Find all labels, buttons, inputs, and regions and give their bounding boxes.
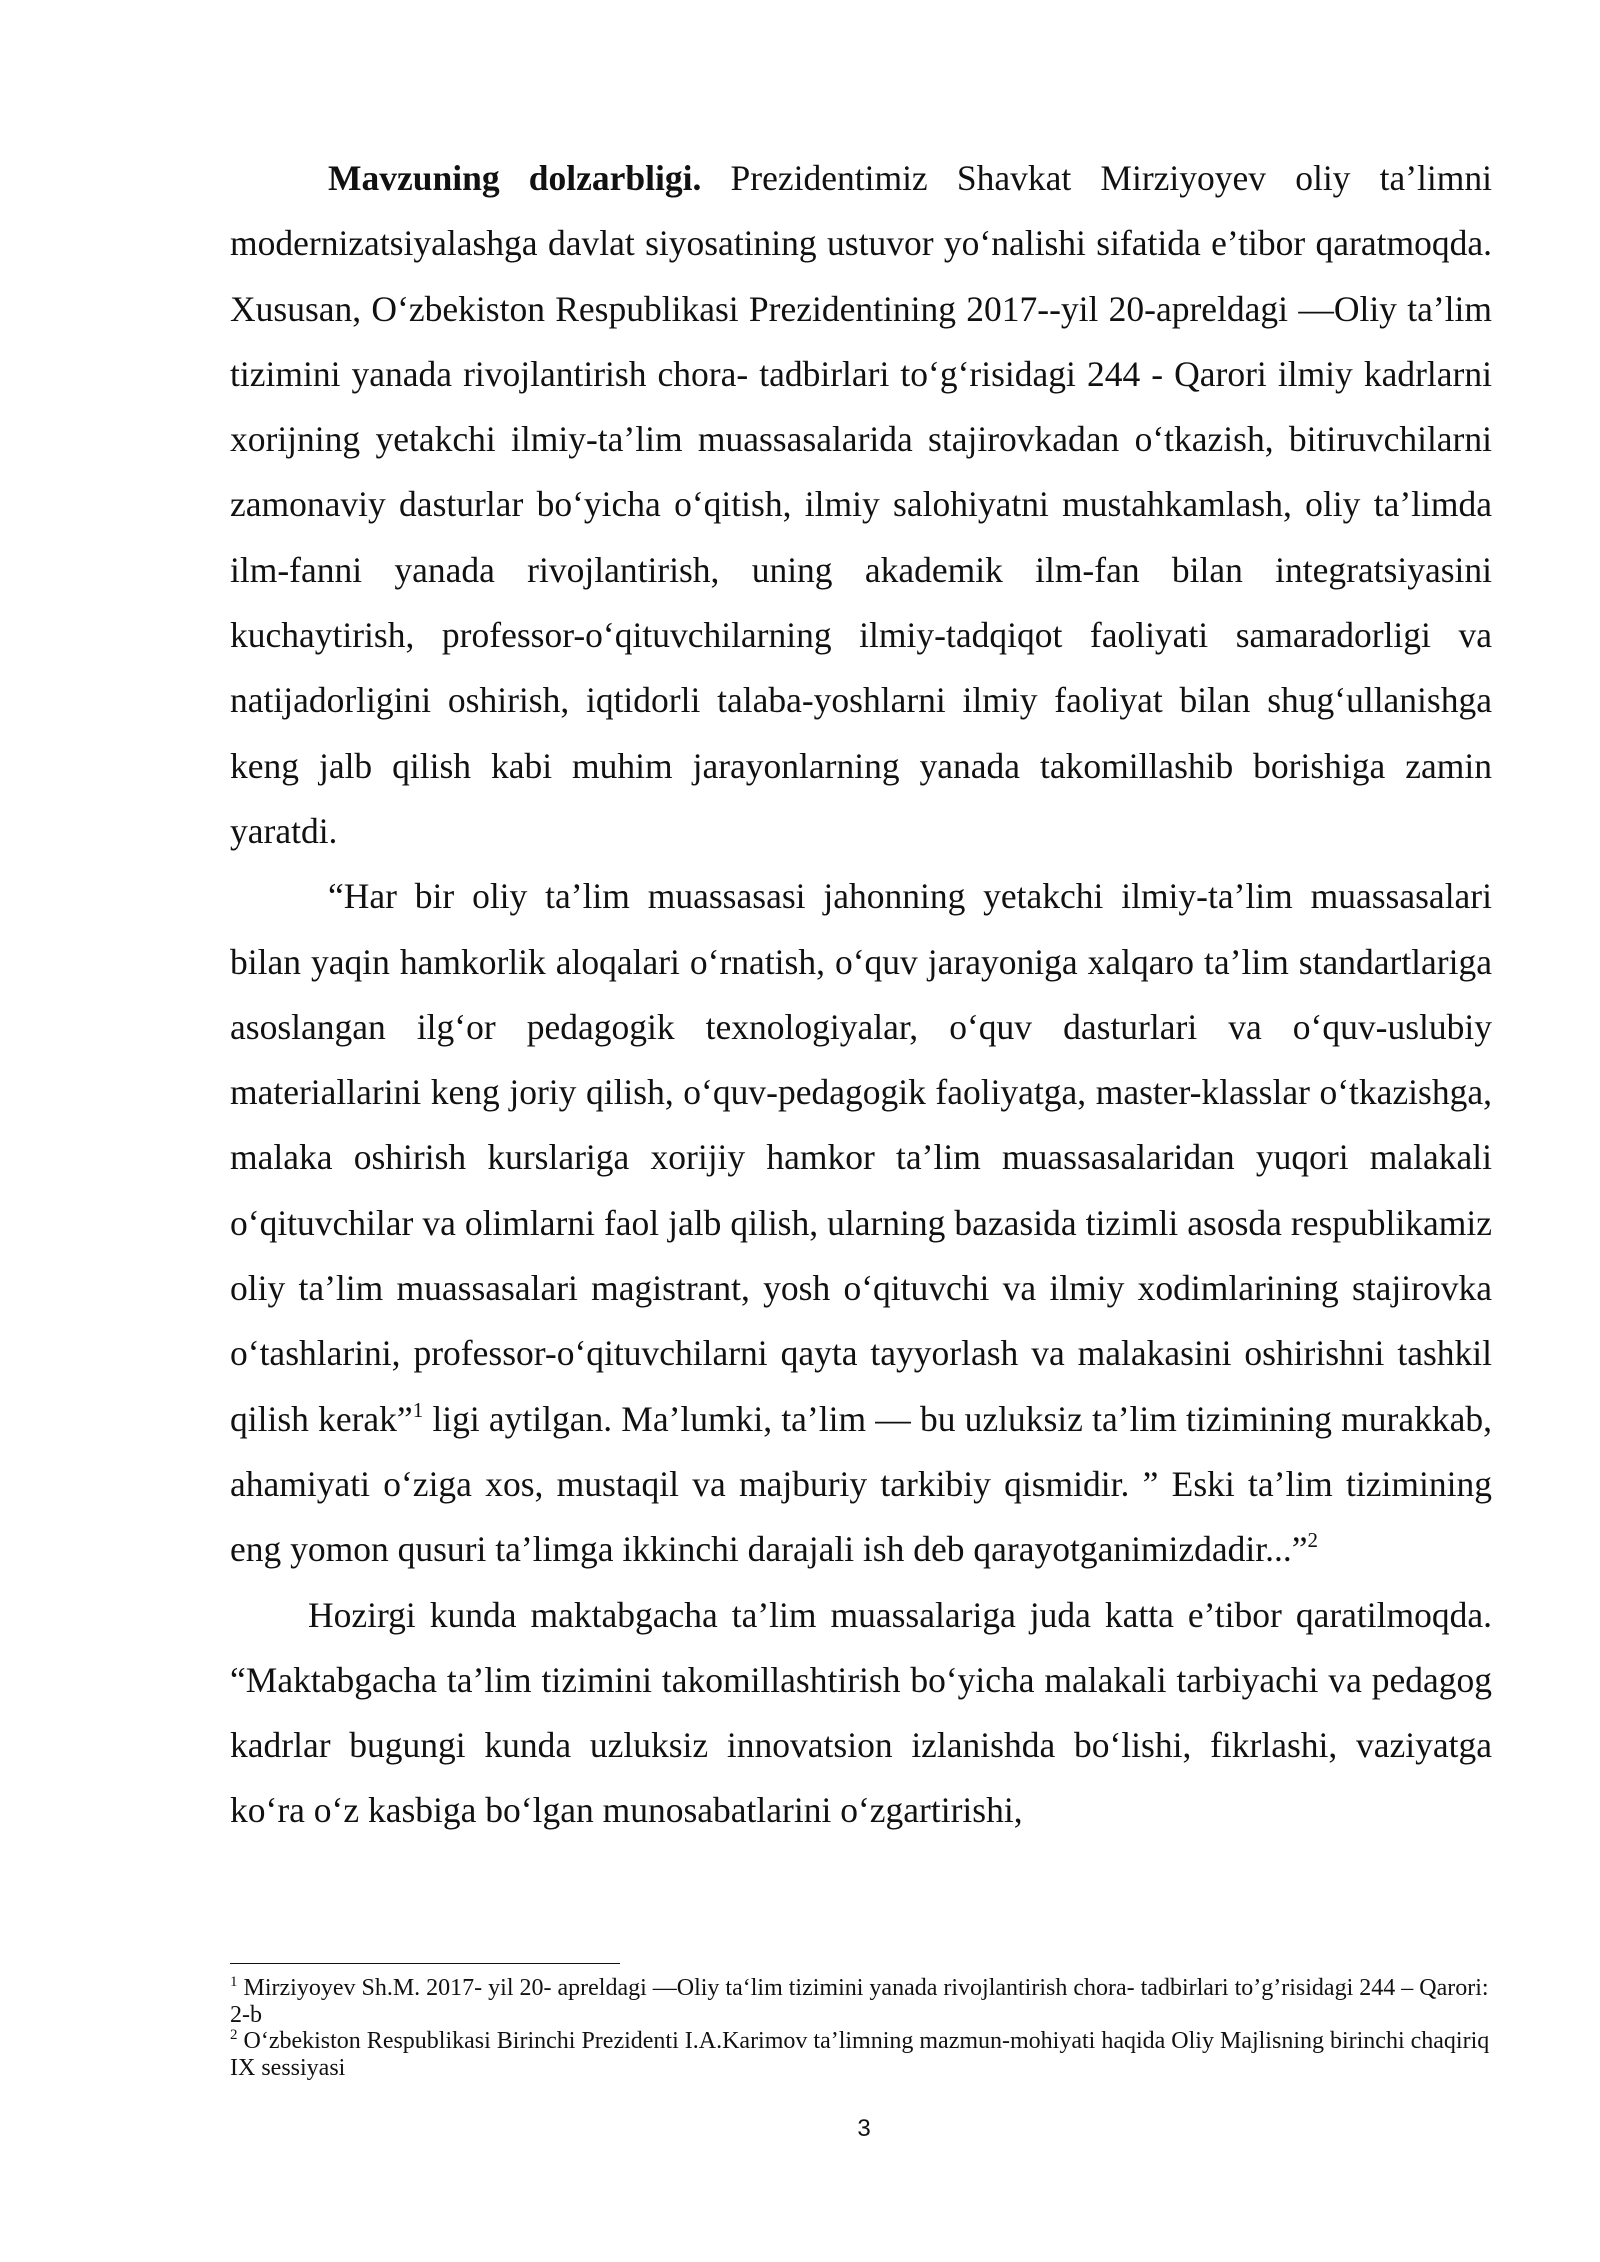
paragraph-text: Hozirgi kunda maktabgacha ta’lim muassalariga juda katta e’tibor qaratilmoqda. “Maktabgacha ta’lim tizimini takomillashtirish bo‘yicha malakali tarbiyachi va pedagog kadrlar bugungi kunda uzluksiz innovatsion izlanishda bo‘lishi, fikrlashi, vaziyatga ko‘ra o‘z kasbiga bo‘lgan munosabatlarini o‘zgartirishi, (230, 1594, 1492, 1831)
footnotes (230, 1975, 1492, 2081)
footnote-2 (230, 2028, 1492, 2081)
footnote-text: Mirziyoyev Sh.M. 2017- yil 20- apreldagi —Oliy ta‘lim tizimini yanada rivojlantirish chora- tadbirlari to’g’risidagi 244 – Qarori: 2-b (230, 1975, 1489, 2028)
footnote-separator (230, 1963, 620, 1964)
footnote-text: O‘zbekiston Respublikasi Birinchi Prezidenti I.A.Karimov ta’limning mazmun-mohiyati haqida Oliy Majlisning birinchi chaqiriq IX sessiyasi (230, 2028, 1490, 2081)
paragraph-quote (230, 864, 1492, 1582)
paragraph-text: ligi aytilgan. Ma’lumki, ta’lim — bu uzluksiz ta’lim tizimining murakkab, ahamiyati o‘ziga xos, mustaqil va majburiy tarkibiy qismidir. ” Eski ta’lim tizimining eng yomon qusuri ta’limga ikkinchi darajali ish deb qarayotganimizdadir...” (230, 1398, 1492, 1570)
section-heading: Mavzuning dolzarbligi. (328, 158, 702, 198)
paragraph-text: Prezidentimiz Shavkat Mirziyoyev oliy ta’limni modernizatsiyalashga davlat siyosatining ustuvor yo‘nalishi sifatida e’tibor qaratmoqda. Xususan, O‘zbekiston Respublikasi Prezidentining 2017--yil 20-apreldagi —Oliy ta’lim tizimini yanada rivojlantirish chora- tadbirlari to‘g‘risidagi 244 - Qarori ilmiy kadrlarni xorijning yetakchi ilmiy-ta’lim muassasalarida stajirovkadan o‘tkazish, bitiruvchilarni zamonaviy dasturlar bo‘yicha o‘qitish, ilmiy salohiyatni mustahkamlash, oliy ta’limda ilm-fanni yanada rivojlantirish, uning akademik ilm-fan bilan integratsiyasini kuchaytirish, professor-o‘qituvchilarning ilmiy-tadqiqot faoliyati samaradorligi va natijadorligini oshirish, iqtidorli talaba-yoshlarni ilmiy faoliyat bilan shug‘ullanishga keng jalb qilish kabi muhim jarayonlarning yanada takomillashib borishiga zamin yaratdi. (230, 158, 1492, 851)
body-text (230, 146, 1492, 1844)
paragraph-preschool (230, 1583, 1492, 1844)
footnote-reference-2[interactable]: 2 (1307, 1528, 1319, 1553)
footnote-number: 2 (230, 2027, 238, 2043)
footnote-number: 1 (230, 1974, 238, 1990)
footnote-1 (230, 1975, 1492, 2028)
footnote-reference-1[interactable]: 1 (412, 1397, 424, 1422)
paragraph-relevance (230, 146, 1492, 864)
page-number: 3 (857, 2115, 871, 2142)
paragraph-text: “Har bir oliy ta’lim muassasasi jahonning yetakchi ilmiy-ta’lim muassasalari bilan yaqin hamkorlik aloqalari o‘rnatish, o‘quv jarayoniga xalqaro ta’lim standartlariga asoslangan ilg‘or pedagogik texnologiyalar, o‘quv dasturlari va o‘quv-uslubiy materiallarini keng joriy qilish, o‘quv-pedagogik faoliyatga, master-klasslar o‘tkazishga, malaka oshirish kurslariga xorijiy hamkor ta’lim muassasalaridan yuqori malakali o‘qituvchilar va olimlarni faol jalb qilish, ularning bazasida tizimli asosda respublikamiz oliy ta’lim muassasalari magistrant, yosh o‘qituvchi va ilmiy xodimlarining stajirovka o‘tashlarini, professor-o‘qituvchilarni qayta tayyorlash va malakasini oshirishni tashkil qilish kerak” (230, 876, 1492, 1439)
